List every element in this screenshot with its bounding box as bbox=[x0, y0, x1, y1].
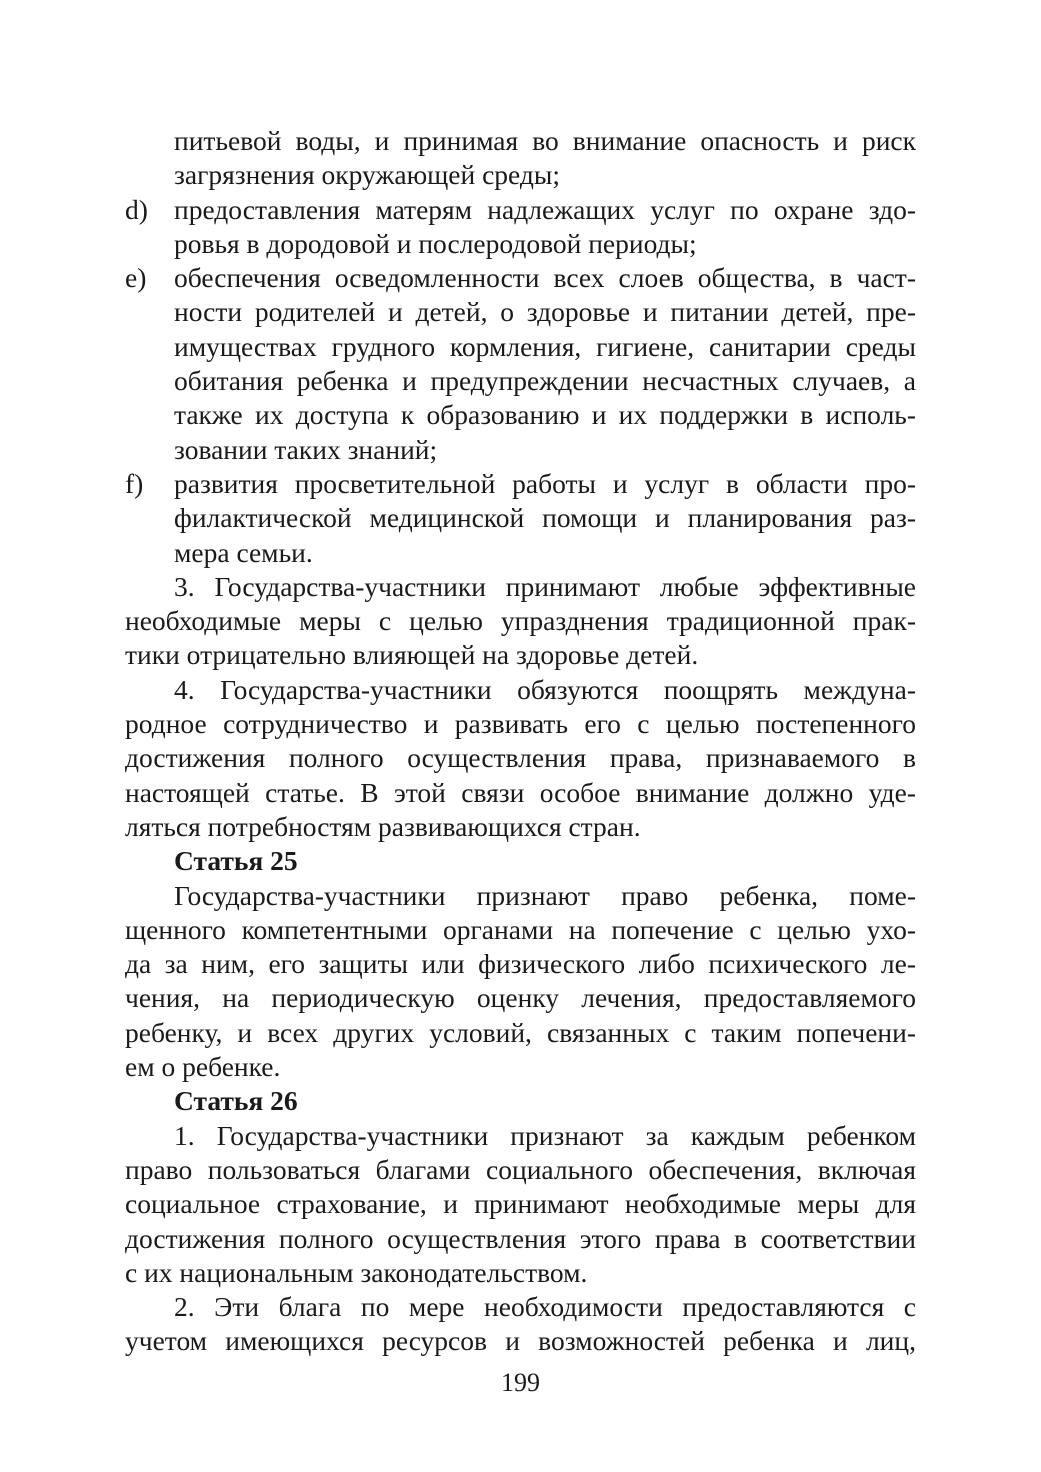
text-line: зовании таких знаний; bbox=[174, 433, 438, 465]
text-line: да за ним, его защиты или физического либо психического ле- bbox=[125, 948, 916, 980]
text-line: Государства-участники признают право ребенка, поме- bbox=[174, 879, 916, 911]
text-line: 2. Эти блага по мере необходимости предоставляются с bbox=[174, 1291, 916, 1323]
text-line: тики отрицательно влияющей на здоровье детей. bbox=[125, 639, 699, 671]
text-line: с их национальным законодательством. bbox=[125, 1256, 588, 1288]
article-26-paragraph-1 bbox=[125, 1119, 916, 1290]
text-line: ребенку, и всех других условий, связанных с таким попечени- bbox=[125, 1016, 916, 1048]
article-26-paragraph-2 bbox=[125, 1290, 916, 1359]
text-line: щенного компетентными органами на попечение с целью ухо- bbox=[125, 913, 916, 945]
paragraph-4 bbox=[125, 673, 916, 844]
list-item-label: d) bbox=[125, 193, 148, 225]
text-line: также их доступа к образованию и их поддержки в исполь- bbox=[174, 399, 916, 431]
text-line: мера семьи. bbox=[174, 536, 313, 568]
text-line: учетом имеющихся ресурсов и возможностей ребенка и лиц, bbox=[125, 1325, 916, 1357]
text-line: филактической медицинской помощи и планирования раз- bbox=[174, 502, 916, 534]
article-25-text bbox=[125, 879, 916, 1085]
text-line: 4. Государства-участники обязуются поощрять междуна- bbox=[174, 673, 916, 705]
text-line: социальное страхование, и принимают необходимые меры для bbox=[125, 1188, 916, 1220]
page-number: 199 bbox=[501, 1368, 540, 1397]
list-item-label: f) bbox=[125, 467, 144, 499]
text-line: ности родителей и детей, о здоровье и питании детей, пре- bbox=[174, 296, 916, 328]
text-line: 3. Государства-участники принимают любые эффективные bbox=[174, 570, 916, 602]
text-line: ляться потребностям развивающихся стран. bbox=[125, 810, 641, 842]
article-25-heading: Статья 25 bbox=[174, 845, 298, 877]
list-item-e bbox=[125, 261, 916, 467]
text-line: развития просветительной работы и услуг в области про- bbox=[174, 467, 916, 499]
text-line: ем о ребенке. bbox=[125, 1051, 281, 1083]
text-line: чения, на периодическую оценку лечения, предоставляемого bbox=[125, 982, 916, 1014]
text-line: родное сотрудничество и развивать его с целью постепенного bbox=[125, 708, 916, 740]
body-text bbox=[125, 124, 916, 1359]
list-item-c-continuation bbox=[125, 124, 916, 193]
list-item-d bbox=[125, 193, 916, 262]
text-line: право пользоваться благами социального обеспечения, включая bbox=[125, 1153, 916, 1185]
list-item-label: e) bbox=[125, 262, 147, 294]
paragraph-3 bbox=[125, 570, 916, 673]
text-line: обитания ребенка и предупреждении несчастных случаев, а bbox=[174, 365, 916, 397]
text-line: необходимые меры с целью упразднения традиционной прак- bbox=[125, 605, 916, 637]
text-line: ровья в дородовой и послеродовой периоды; bbox=[174, 227, 697, 259]
text-line: достижения полного осуществления права, признаваемого в bbox=[125, 742, 916, 774]
text-line: настоящей статье. В этой связи особое внимание должно уде- bbox=[125, 776, 916, 808]
article-26-heading: Статья 26 bbox=[174, 1085, 298, 1117]
text-line: обеспечения осведомленности всех слоев общества, в част- bbox=[174, 262, 916, 294]
text-line: загрязнения окружающей среды; bbox=[174, 159, 561, 191]
text-line: 1. Государства-участники признают за каждым ребенком bbox=[174, 1119, 916, 1151]
text-line: предоставления матерям надлежащих услуг по охране здо- bbox=[174, 193, 916, 225]
text-line: питьевой воды, и принимая во внимание опасность и риск bbox=[174, 125, 916, 156]
list-item-f bbox=[125, 467, 916, 570]
text-line: достижения полного осуществления этого права в соответствии bbox=[125, 1222, 916, 1254]
text-line: имуществах грудного кормления, гигиене, санитарии среды bbox=[174, 330, 916, 362]
